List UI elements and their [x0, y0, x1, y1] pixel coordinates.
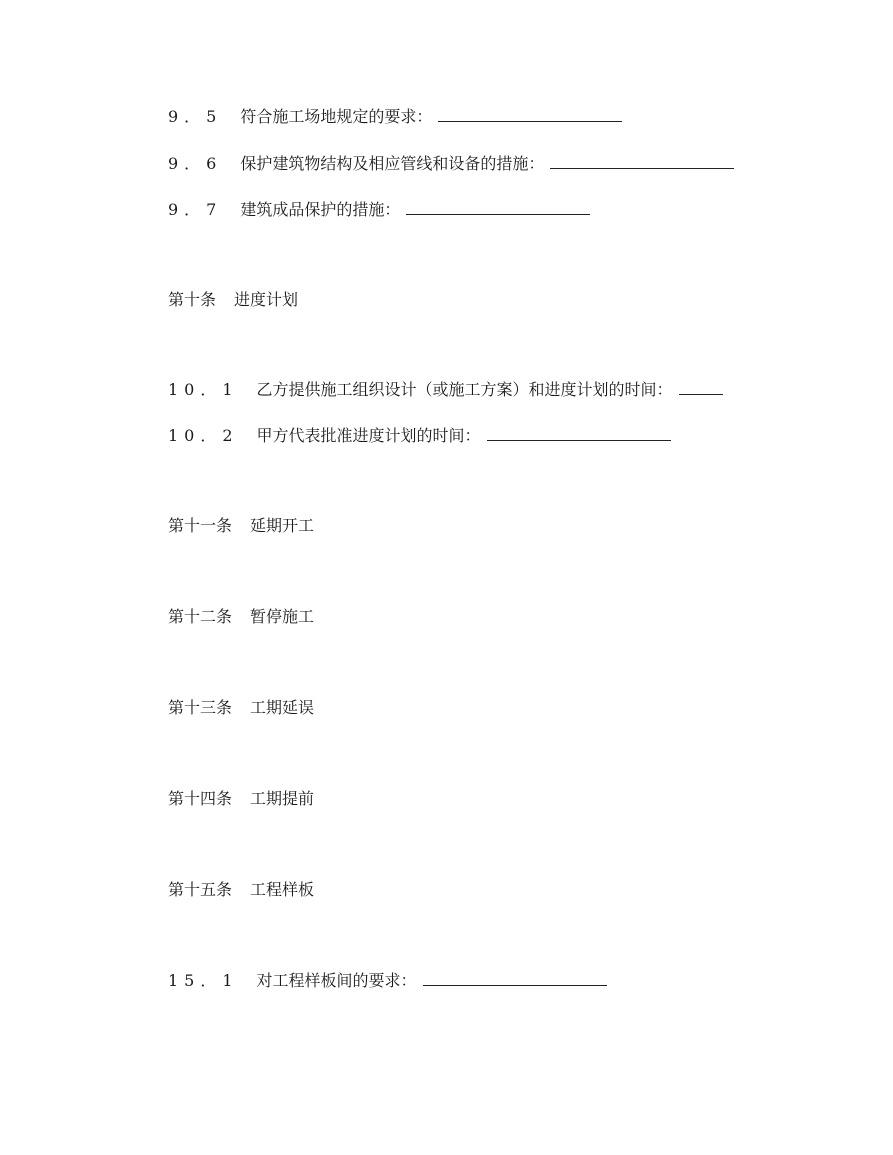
article-title: 进度计划 — [234, 290, 299, 309]
clause-15-1 — [168, 971, 607, 991]
fill-in-blank[interactable] — [438, 107, 622, 122]
article-13-heading — [168, 698, 314, 718]
clause-9-7 — [168, 200, 590, 220]
fill-in-blank[interactable] — [679, 380, 723, 395]
fill-in-blank[interactable] — [487, 426, 671, 441]
clause-9-6 — [168, 154, 734, 174]
clause-text: 建筑成品保护的措施： — [240, 200, 401, 219]
article-15-heading — [168, 880, 314, 900]
clause-text: 乙方提供施工组织设计（或施工方案）和进度计划的时间： — [256, 380, 673, 399]
article-label: 第十一条 — [168, 516, 233, 535]
article-title: 暂停施工 — [250, 607, 315, 626]
clause-number: 9．6 — [168, 154, 223, 173]
article-14-heading — [168, 789, 314, 809]
article-label: 第十四条 — [168, 789, 233, 808]
article-10-heading — [168, 290, 298, 310]
clause-10-2 — [168, 426, 671, 446]
clause-text: 甲方代表批准进度计划的时间： — [256, 426, 481, 445]
clause-10-1 — [168, 380, 723, 400]
article-title: 延期开工 — [250, 516, 315, 535]
article-11-heading — [168, 516, 314, 536]
article-label: 第十三条 — [168, 698, 233, 717]
article-title: 工期延误 — [250, 698, 315, 717]
clause-number: 10．2 — [168, 426, 239, 445]
article-title: 工程样板 — [250, 880, 315, 899]
clause-number: 15．1 — [168, 971, 239, 990]
fill-in-blank[interactable] — [406, 200, 590, 215]
clause-text: 对工程样板间的要求： — [256, 971, 417, 990]
clause-number: 10．1 — [168, 380, 239, 399]
article-12-heading — [168, 607, 314, 627]
article-label: 第十五条 — [168, 880, 233, 899]
clause-9-5 — [168, 107, 622, 127]
fill-in-blank[interactable] — [423, 971, 607, 986]
clause-number: 9．5 — [168, 107, 223, 126]
article-label: 第十二条 — [168, 607, 233, 626]
clause-number: 9．7 — [168, 200, 223, 219]
fill-in-blank[interactable] — [550, 154, 734, 169]
article-label: 第十条 — [168, 290, 217, 309]
article-title: 工期提前 — [250, 789, 315, 808]
clause-text: 保护建筑物结构及相应管线和设备的措施： — [240, 154, 545, 173]
clause-text: 符合施工场地规定的要求： — [240, 107, 433, 126]
